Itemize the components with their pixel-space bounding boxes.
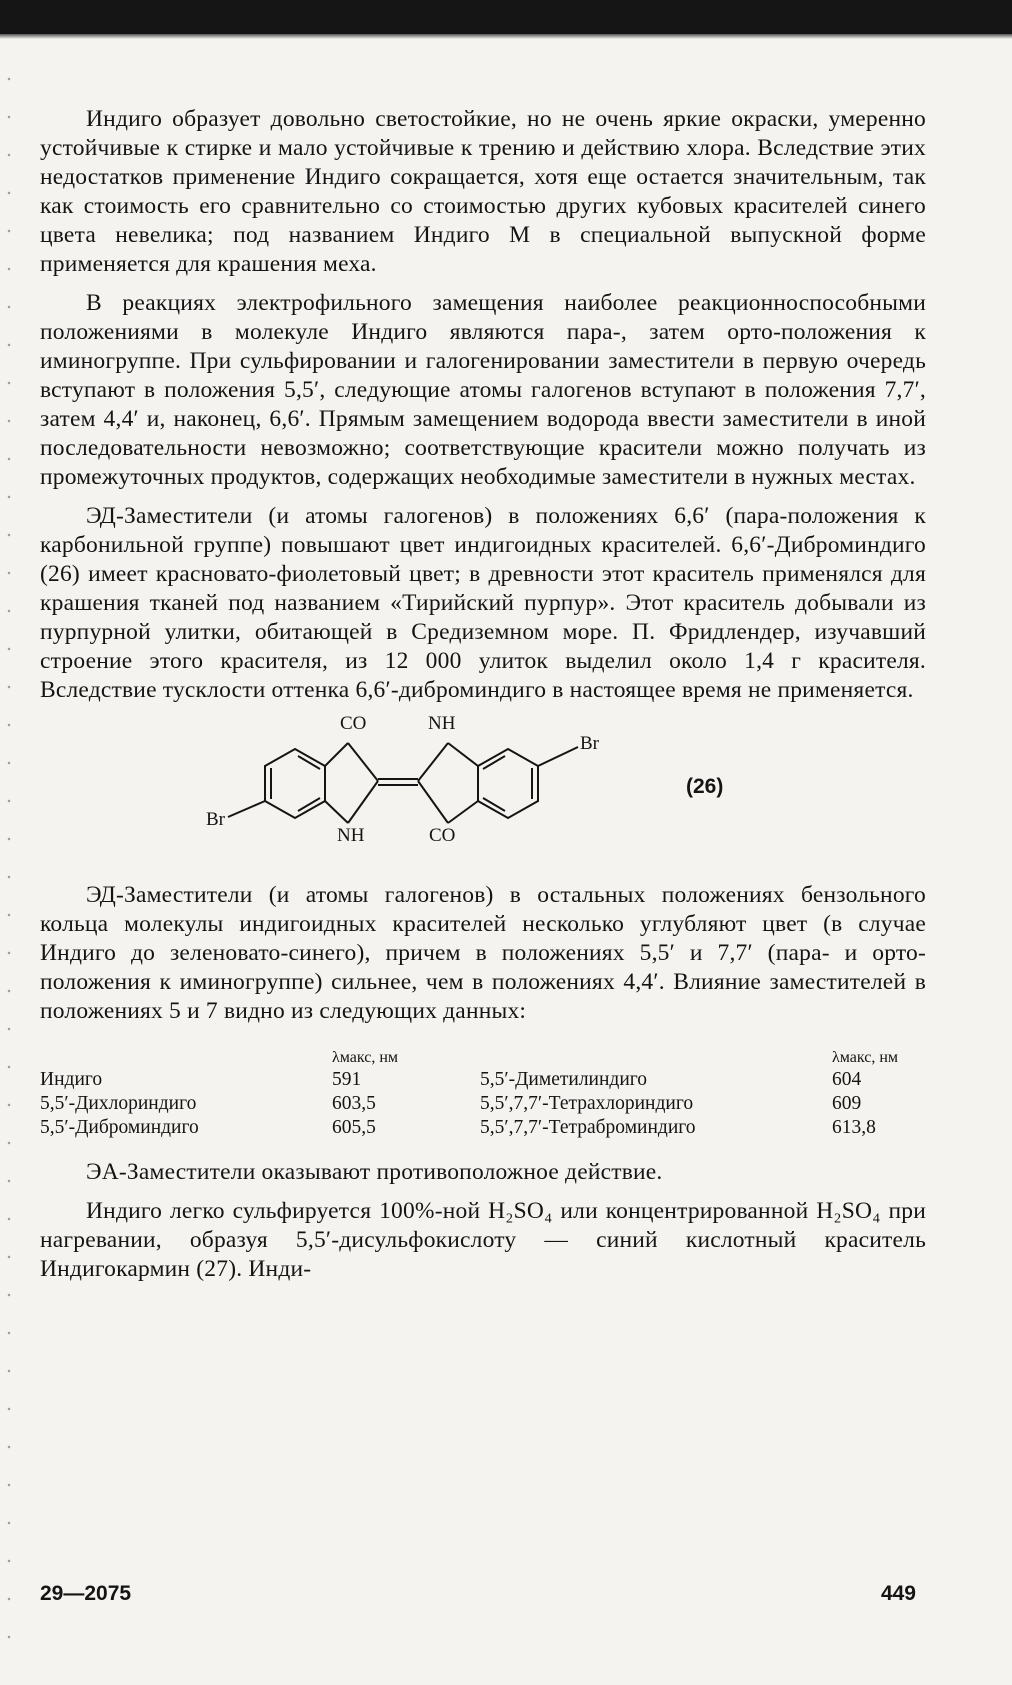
absorption-table (40, 1036, 926, 1140)
dye-name: 5,5′-Дихлориндиго (40, 1093, 197, 1114)
dye-name: 5,5′-Диброминдиго (40, 1117, 199, 1138)
atom-co-top: CO (340, 713, 367, 734)
dibromoindigo-structure (200, 719, 640, 869)
right-benzene-ring (478, 749, 538, 818)
dye-name: 5,5′,7,7′-Тетрахлориндиго (480, 1093, 694, 1114)
paragraph-1: Индиго образует довольно светостойкие, но не очень яркие окраски, умеренно устойчивые к стирке и мало устойчивые к трению и действию хлора. Вследствие этих недостатков применение Индиго сокращается, хотя еще остается значительным, так как стоимость его сравнительно со стоимостью других кубовых красителей синего цвета невелика; под названием Индиго М в специальной выпускной форме применяется для крашения меха. (40, 106, 926, 277)
table-header-row (40, 1036, 926, 1068)
lambda-value: 591 (332, 1069, 362, 1090)
atom-br-right: Br (580, 733, 599, 754)
lambda-value: 605,5 (332, 1117, 376, 1138)
page-body (40, 105, 926, 1294)
atom-nh-bottom: NH (337, 825, 365, 846)
dye-name: 5,5′,7,7′-Тетраброминдиго (480, 1117, 696, 1138)
paragraph-4: ЭД-Заместители (и атомы галогенов) в остальных положениях бензольного кольца молекулы индигоидных красителей несколько углубляют цвет (в случае Индиго до зеленовато-синего), причем в положениях 5,5′ и 7,7′ (пара- и орто-положения к иминогруппе) сильнее, чем в положениях 4,4′. Влияние заместителей в положениях 5 и 7 видно из следующих данных: (40, 882, 926, 1024)
lambda-value: 603,5 (332, 1093, 376, 1114)
table-row (40, 1116, 926, 1140)
scan-margin-marks (4, 60, 14, 1660)
page-footer (40, 1582, 926, 1612)
paragraph-5: ЭА-Заместители оказывают противоположное действие. (86, 1159, 663, 1185)
formula-number: (26) (686, 775, 724, 798)
lambda-value: 613,8 (832, 1117, 876, 1138)
table-row (40, 1092, 926, 1116)
paragraph-6: Индиго легко сульфируется 100%-ной H₂SO₄ или концентрированной H₂SO₄ при нагревании, образуя 5,5′-дисульфокислоту — синий кислотный краситель Индигокармин (27). Инди- (40, 1198, 926, 1282)
structural-formula-26 (40, 713, 926, 869)
scan-border-shadow (0, 34, 1012, 39)
lambda-value: 609 (832, 1093, 862, 1114)
left-benzene-ring (265, 749, 325, 818)
table-row (40, 1068, 926, 1092)
lambda-value: 604 (832, 1069, 862, 1090)
atom-nh-top: NH (428, 713, 456, 734)
scan-top-border (0, 0, 1012, 34)
atom-co-bottom: CO (429, 825, 456, 846)
paragraph-2: В реакциях электрофильного замещения наиболее реакционноспособными положениями в молекуле Индиго являются пара-, затем орто-положения к иминогруппе. При сульфировании и галогенировании заместители в первую очередь вступают в положения 5,5′, следующие атомы галогенов вступают в положения 7,7′, затем 4,4′ и, наконец, 6,6′. Прямым замещением водорода ввести заместители в иной последовательности невозможно; соответствующие красители можно получать из промежуточных продуктов, содержащих необходимые заместители в нужных местах. (40, 290, 926, 490)
dye-name: Индиго (40, 1069, 103, 1090)
page-number: 449 (880, 1582, 916, 1605)
header-lambda-right: λмакс, нм (832, 1049, 899, 1066)
paragraph-3: ЭД-Заместители (и атомы галогенов) в положениях 6,6′ (пара-положения к карбонильной группе) повышают цвет индигоидных красителей. 6,6′-Диброминдиго (26) имеет красновато-фиолетовый цвет; в древности этот краситель применялся для крашения тканей под названием «Тирийский пурпур». Этот краситель добывали из пурпурной улитки, обитающей в Средиземном море. П. Фридлендер, изучавший строение этого красителя, из 12 000 улиток выделил около 1,4 г красителя. Вследствие тусклости оттенка 6,6′-диброминдиго в настоящее время не применяется. (40, 503, 926, 703)
printer-signature: 29—2075 (40, 1582, 132, 1605)
header-lambda-left: λмакс, нм (332, 1049, 399, 1066)
atom-br-left: Br (206, 809, 225, 830)
dye-name: 5,5′-Диметилиндиго (480, 1069, 648, 1090)
